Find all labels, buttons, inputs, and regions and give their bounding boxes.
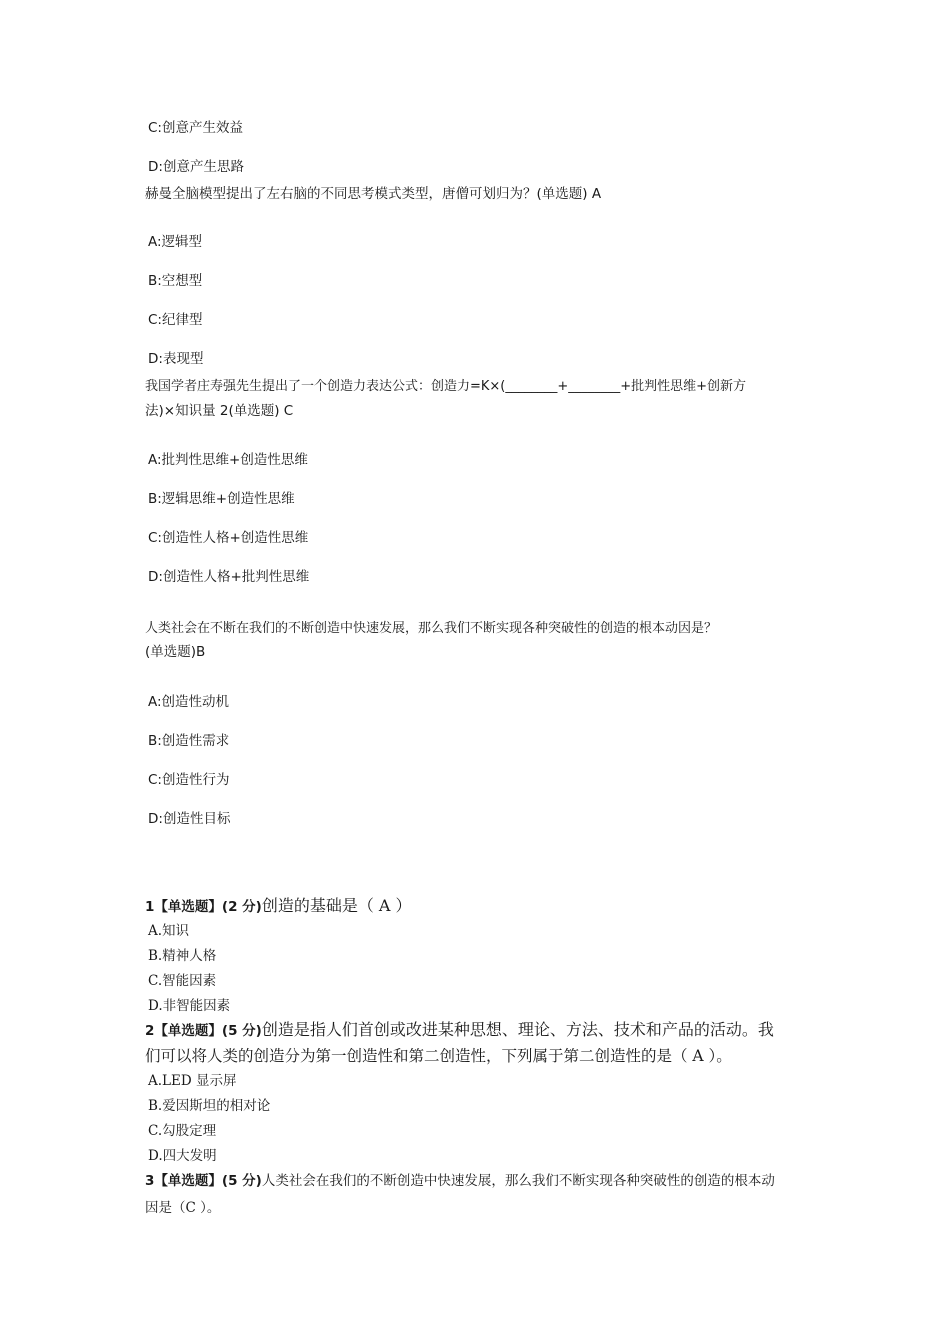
question-header: 3【单选题】(5 分) <box>145 1173 262 1189</box>
option-d: D.非智能因素 <box>148 998 231 1014</box>
question-formula-line2: 法)×知识量 2(单选题) C <box>145 403 294 419</box>
exam-question-2-line2: 们可以将人类的创造分为第一创造性和第二创造性，下列属于第二创造性的是（ A ）。 <box>145 1047 732 1065</box>
option-b: B.爱因斯坦的相对论 <box>148 1098 271 1114</box>
option-b: B:空想型 <box>148 273 203 289</box>
exam-question-3-line2: 因是（C ）。 <box>145 1200 221 1216</box>
question-motive-line2: (单选题)B <box>145 644 206 660</box>
exam-question-2-line1 <box>145 1020 774 1041</box>
option-d: D:创造性人格+批判性思维 <box>148 569 310 585</box>
question-header: 2【单选题】(5 分) <box>145 1023 262 1039</box>
option-d: D.四大发明 <box>148 1148 217 1164</box>
option-a: A:批判性思维+创造性思维 <box>148 452 308 468</box>
option-a: A.LED 显示屏 <box>148 1073 237 1089</box>
option-d: D:表现型 <box>148 351 204 367</box>
option-c: C:创意产生效益 <box>148 120 243 136</box>
exam-question-1 <box>145 896 412 917</box>
option-b: B.精神人格 <box>148 948 217 964</box>
option-d: D:创造性目标 <box>148 811 231 827</box>
question-text: 创造是指人们首创或改进某种思想、理论、方法、技术和产品的活动。我 <box>261 1020 774 1039</box>
question-herrmann: 赫曼全脑模型提出了左右脑的不同思考模式类型，唐僧可划归为？(单选题) A <box>145 186 602 202</box>
question-text: 人类社会在我们的不断创造中快速发展，那么我们不断实现各种突破性的创造的根本动 <box>261 1173 775 1189</box>
option-c: C.智能因素 <box>148 973 217 989</box>
option-c: C.勾股定理 <box>148 1123 217 1139</box>
question-formula-line1: 我国学者庄寿强先生提出了一个创造力表达公式：创造力=K×(________+________+批判性思维+创新方 <box>145 379 747 394</box>
option-a: A:创造性动机 <box>148 694 230 710</box>
option-d: D:创意产生思路 <box>148 159 244 175</box>
question-text: 创造的基础是（ A ） <box>261 896 412 915</box>
option-a: A:逻辑型 <box>148 234 203 250</box>
option-b: B:逻辑思维+创造性思维 <box>148 491 295 507</box>
question-header: 1【单选题】(2 分) <box>145 899 262 915</box>
option-c: C:创造性行为 <box>148 772 230 788</box>
option-c: C:创造性人格+创造性思维 <box>148 530 309 546</box>
option-c: C:纪律型 <box>148 312 203 328</box>
option-a: A.知识 <box>148 923 190 939</box>
exam-question-3-line1 <box>145 1171 775 1191</box>
question-motive-line1: 人类社会在不断在我们的不断创造中快速发展，那么我们不断实现各种突破性的创造的根本动因是？ <box>145 621 718 636</box>
option-b: B:创造性需求 <box>148 733 230 749</box>
